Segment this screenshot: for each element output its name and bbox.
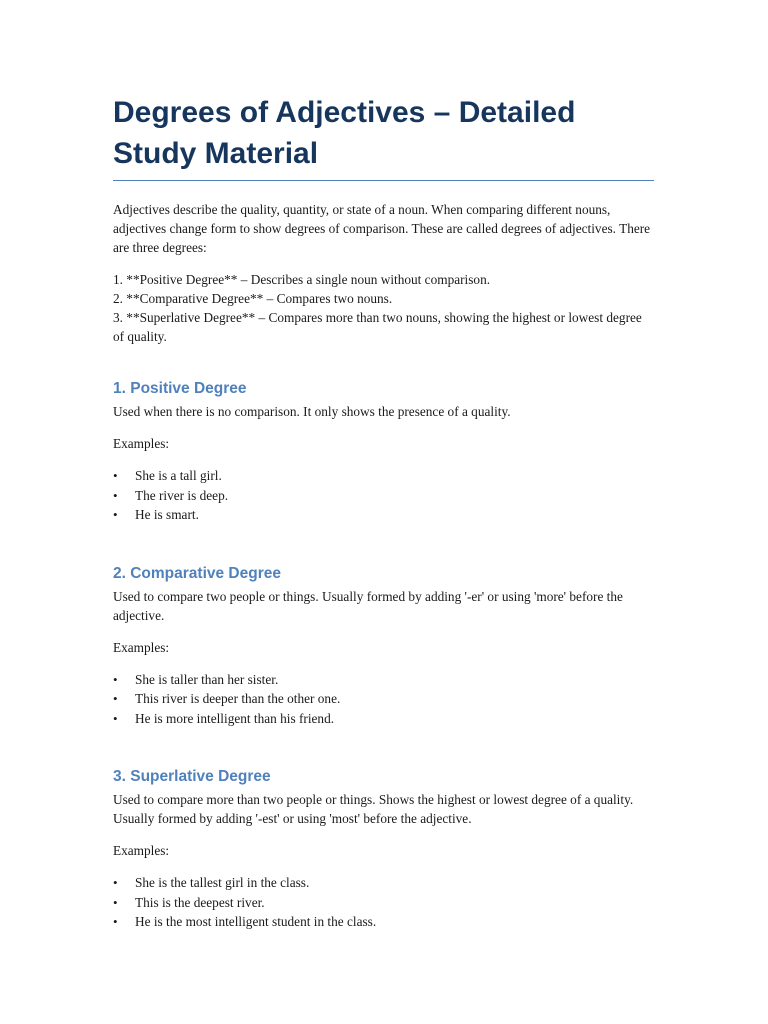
bullet-icon: • <box>113 894 118 910</box>
list-item <box>113 689 655 709</box>
examples-label: Examples: <box>113 639 170 655</box>
example-text: She is the tallest girl in the class. <box>135 875 310 890</box>
examples-list <box>113 670 655 729</box>
example-text: He is more intelligent than his friend. <box>135 710 335 726</box>
section-description: Used when there is no comparison. It only shows the presence of a quality. <box>113 404 511 419</box>
bullet-icon: • <box>113 875 118 890</box>
list-item <box>113 670 655 690</box>
example-text: She is taller than her sister. <box>135 671 279 687</box>
list-item <box>113 873 655 893</box>
bullet-icon: • <box>113 671 118 687</box>
list-item <box>113 486 655 506</box>
example-text: The river is deep. <box>135 487 229 503</box>
bullet-icon: • <box>113 710 118 726</box>
example-text: He is smart. <box>135 507 199 522</box>
intro-paragraph: Adjectives describe the quality, quantity, or state of a noun. When comparing different nouns, adjectives change form to show degrees of comparison. These are called degrees of adjectives. There are three degrees: <box>113 202 651 255</box>
section-heading-comparative: 2. Comparative Degree <box>113 564 281 582</box>
list-item <box>113 709 655 729</box>
section-heading-superlative: 3. Superlative Degree <box>113 768 271 785</box>
example-text: She is a tall girl. <box>135 468 222 483</box>
list-item <box>113 505 655 525</box>
list-item <box>113 912 655 932</box>
bullet-icon: • <box>113 468 118 483</box>
degree-list-item: 1. **Positive Degree** – Describes a single noun without comparison. <box>113 272 491 287</box>
examples-list <box>113 873 655 932</box>
examples-label: Examples: <box>113 843 170 858</box>
bullet-icon: • <box>113 691 118 706</box>
bullet-icon: • <box>113 487 118 503</box>
degree-list-item: 2. **Comparative Degree** – Compares two nouns. <box>113 291 393 306</box>
list-item <box>113 466 655 486</box>
example-text: He is the most intelligent student in the class. <box>135 914 377 929</box>
bullet-icon: • <box>113 914 118 929</box>
section-description: Used to compare two people or things. Usually formed by adding '-er' or using 'more' before the adjective. <box>113 588 623 623</box>
examples-list <box>113 466 655 525</box>
section-heading-positive: 1. Positive Degree <box>113 380 247 397</box>
example-text: This is the deepest river. <box>135 894 265 910</box>
bullet-icon: • <box>113 507 118 522</box>
examples-label: Examples: <box>113 436 170 451</box>
list-item <box>113 893 655 913</box>
example-text: This river is deeper than the other one. <box>135 691 341 706</box>
section-description: Used to compare more than two people or things. Shows the highest or lowest degree of a quality. Usually formed by adding '-est' or using 'most' before the adjective. <box>113 792 634 826</box>
page-title: Degrees of Adjectives – Detailed Study Material <box>113 92 654 181</box>
degree-list <box>113 270 655 346</box>
degree-list-item: 3. **Superlative Degree** – Compares more than two nouns, showing the highest or lowest degree of quality. <box>113 310 642 344</box>
